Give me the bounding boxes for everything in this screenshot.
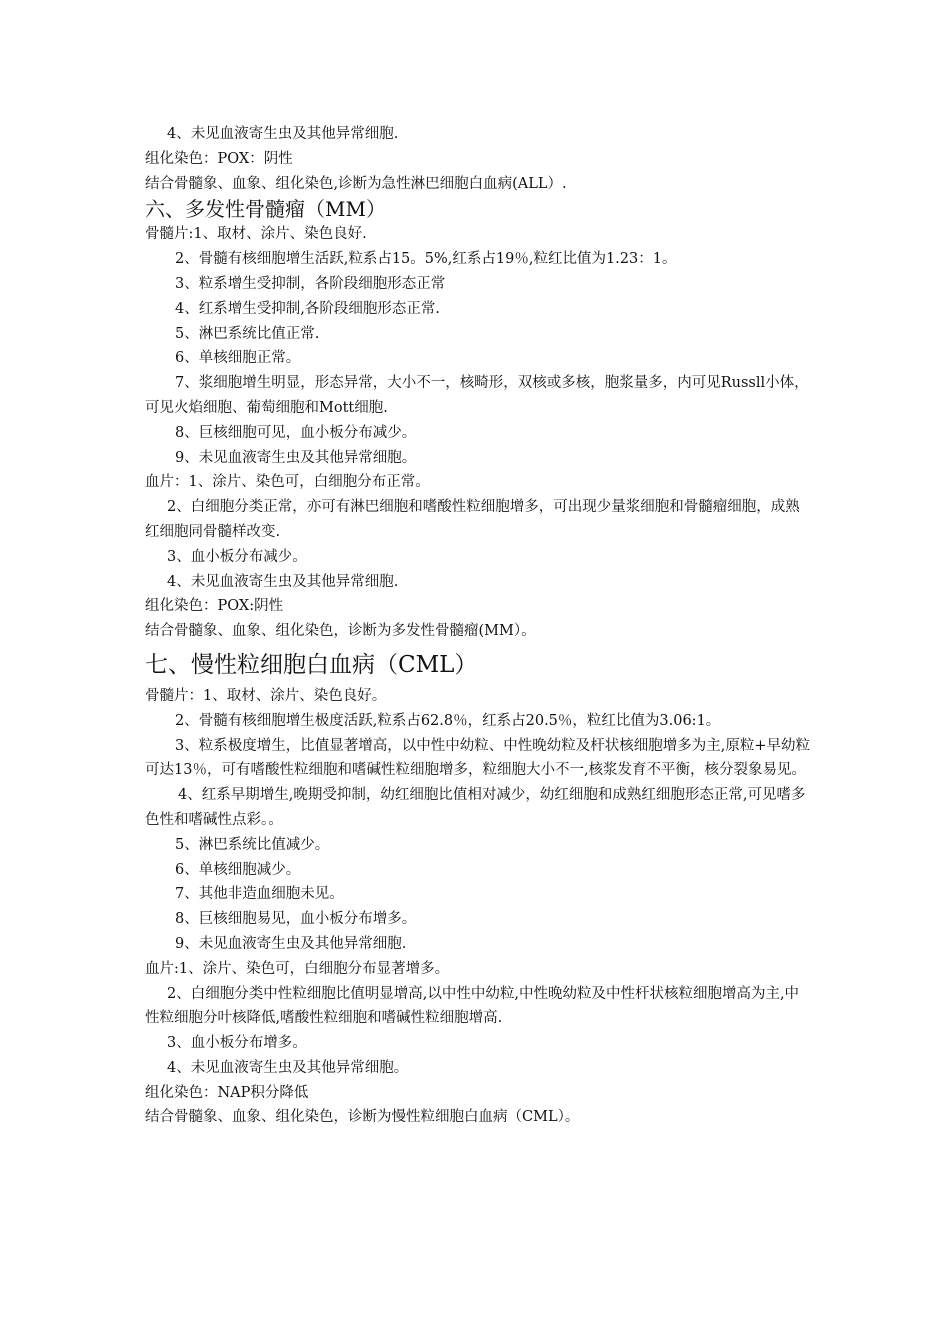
all-blood-item-4: 4、未见血液寄生虫及其他异常细胞.	[167, 126, 399, 142]
mm-heading: 六、多发性骨髓瘤（MM）	[145, 197, 386, 222]
cml-blood-item-4: 4、未见血液寄生虫及其他异常细胞。	[167, 1059, 409, 1076]
cml-marrow-item-6: 6、单核细胞减少。	[175, 861, 301, 878]
cml-blood-item-1: 血片:1、涂片、染色可，白细胞分布显著增多。	[145, 960, 450, 977]
cml-conclusion: 结合骨髓象、血象、组化染色，诊断为慢性粒细胞白血病（CML）。	[145, 1109, 580, 1126]
mm-blood-item-1: 血片：1、涂片、染色可，白细胞分布正常。	[145, 474, 430, 491]
cml-marrow-item-1: 骨髓片：1、取材、涂片、染色良好。	[145, 687, 387, 704]
cml-blood-item-3: 3、血小板分布增多。	[167, 1035, 307, 1052]
cml-stain: 组化染色：NAP积分降低	[145, 1084, 309, 1101]
mm-marrow-item-5: 5、淋巴系统比值正常.	[175, 325, 320, 342]
document-body	[145, 122, 813, 1130]
mm-marrow-item-6: 6、单核细胞正常。	[175, 350, 301, 367]
cml-marrow-item-2: 2、骨髓有核细胞增生极度活跃,粒系占62.8％，红系占20.5％，粒红比值为3.06:1。	[175, 712, 721, 729]
mm-blood-item-4: 4、未见血液寄生虫及其他异常细胞.	[167, 573, 399, 590]
mm-marrow-item-9: 9、未见血液寄生虫及其他异常细胞。	[175, 449, 417, 466]
cml-marrow-item-5: 5、淋巴系统比值减少。	[175, 836, 330, 853]
mm-marrow-item-7: 7、浆细胞增生明显，形态异常，大小不一，核畸形，双核或多核，胞浆量多，内可见Russll小体，可见火焰细胞、葡萄细胞和Mott细胞.	[145, 375, 809, 416]
cml-marrow-item-4: 4、红系早期增生,晚期受抑制，幼红细胞比值相对减少，幼红细胞和成熟红细胞形态正常,可见嗜多色性和嗜碱性点彩。。	[145, 787, 806, 828]
mm-marrow-item-1: 骨髓片:1、取材、涂片、染色良好.	[145, 226, 367, 243]
cml-blood-item-2: 2、白细胞分类中性粒细胞比值明显增高,以中性中幼粒,中性晚幼粒及中性杆状核粒细胞增高为主,中性粒细胞分叶核降低,嗜酸性粒细胞和嗜碱性粒细胞增高.	[145, 985, 800, 1027]
mm-marrow-item-4: 4、红系增生受抑制,各阶段细胞形态正常.	[175, 300, 440, 317]
mm-marrow-item-3: 3、粒系增生受抑制，各阶段细胞形态正常	[175, 275, 446, 292]
cml-marrow-item-9: 9、未见血液寄生虫及其他异常细胞.	[175, 935, 407, 952]
cml-marrow-item-7: 7、其他非造血细胞未见。	[175, 886, 344, 903]
all-conclusion: 结合骨髓象、血象、组化染色,诊断为急性淋巴细胞白血病(ALL）.	[145, 175, 567, 192]
mm-blood-item-2: 2、白细胞分类正常，亦可有淋巴细胞和嗜酸性粒细胞增多，可出现少量浆细胞和骨髓瘤细胞，成熟红细胞同骨髓样改变.	[145, 499, 800, 540]
all-stain: 组化染色：POX：阴性	[145, 150, 293, 167]
cml-marrow-item-3: 3、粒系极度增生，比值显著增高，以中性中幼粒、中性晚幼粒及杆状核细胞增多为主,原粒+早幼粒可达13％，可有嗜酸性粒细胞和嗜碱性粒细胞增多，粒细胞大小不一,核浆发育不平衡，核分裂象易见。	[145, 737, 810, 779]
mm-conclusion: 结合骨髓象、血象、组化染色，诊断为多发性骨髓瘤(MM）。	[145, 623, 536, 640]
cml-heading: 七、慢性粒细胞白血病（CML）	[145, 651, 478, 678]
cml-marrow-item-8: 8、巨核细胞易见，血小板分布增多。	[175, 911, 417, 928]
mm-marrow-item-8: 8、巨核细胞可见，血小板分布减少。	[175, 424, 417, 441]
mm-marrow-item-2: 2、骨髓有核细胞增生活跃,粒系占15。5%,红系占19％,粒红比值为1.23：1。	[175, 251, 677, 268]
mm-stain: 组化染色：POX:阴性	[145, 598, 284, 615]
mm-blood-item-3: 3、血小板分布减少。	[167, 548, 307, 565]
